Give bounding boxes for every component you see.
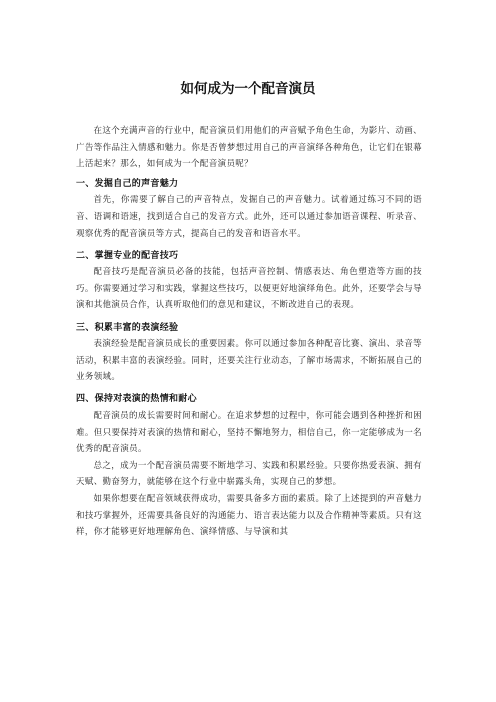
section-3-paragraph-1: 表演经验是配音演员成长的重要因素。你可以通过参加各种配音比赛、演出、录音等活动，积累丰富的表演经验。同时，还要关注行业动态，了解市场需求，不断拓展自己的业务领域。: [76, 339, 422, 383]
document-body: [76, 123, 422, 541]
section-1-paragraph-1: 首先，你需要了解自己的声音特点，发掘自己的声音魅力。试着通过练习不同的语音、语调和语速，找到适合自己的发音方式。此外，还可以通过参加语音课程、听录音、观察优秀的配音演员等方式，提高自己的发音和语音水平。: [76, 195, 422, 239]
summary-paragraph: 总之，成为一个配音演员需要不断地学习、实践和积累经验。只要你热爱表演、拥有天赋、勤奋努力，就能够在这个行业中崭露头角，实现自己的梦想。: [76, 460, 422, 488]
section-heading-1: 一、发掘自己的声音魅力: [76, 178, 179, 189]
intro-paragraph: 在这个充满声音的行业中，配音演员们用他们的声音赋予角色生命，为影片、动画、广告等作品注入情感和魅力。你是否曾梦想过用自己的声音演绎各种角色，让它们在银幕上活起来？那么，如何成为一个配音演员呢？: [76, 126, 422, 170]
section-heading-2: 二、掌握专业的配音技巧: [76, 250, 179, 261]
section-4-paragraph-1: 配音演员的成长需要时间和耐心。在追求梦想的过程中，你可能会遇到各种挫折和困难。但只要保持对表演的热情和耐心，坚持不懈地努力，相信自己，你一定能够成为一名优秀的配音演员。: [76, 411, 422, 455]
section-heading-3: 三、积累丰富的表演经验: [76, 322, 179, 333]
closing-paragraph: 如果你想要在配音领域获得成功，需要具备多方面的素质。除了上述提到的声音魅力和技巧掌握外，还需要具备良好的沟通能力、语言表达能力以及合作精神等素质。只有这样，你才能够更好地理解角色、演绎情感、与导演和其: [76, 493, 422, 538]
section-heading-4: 四、保持对表演的热情和耐心: [76, 394, 197, 405]
document-title: 如何成为一个配音演员: [180, 81, 316, 97]
section-2-paragraph-1: 配音技巧是配音演员必备的技能，包括声音控制、情感表达、角色塑造等方面的技巧。你需要通过学习和实践，掌握这些技巧，以便更好地演绎角色。此外，还要学会与导演和其他演员合作，认真听取他们的意见和建议，不断改进自己的表现。: [76, 267, 422, 311]
